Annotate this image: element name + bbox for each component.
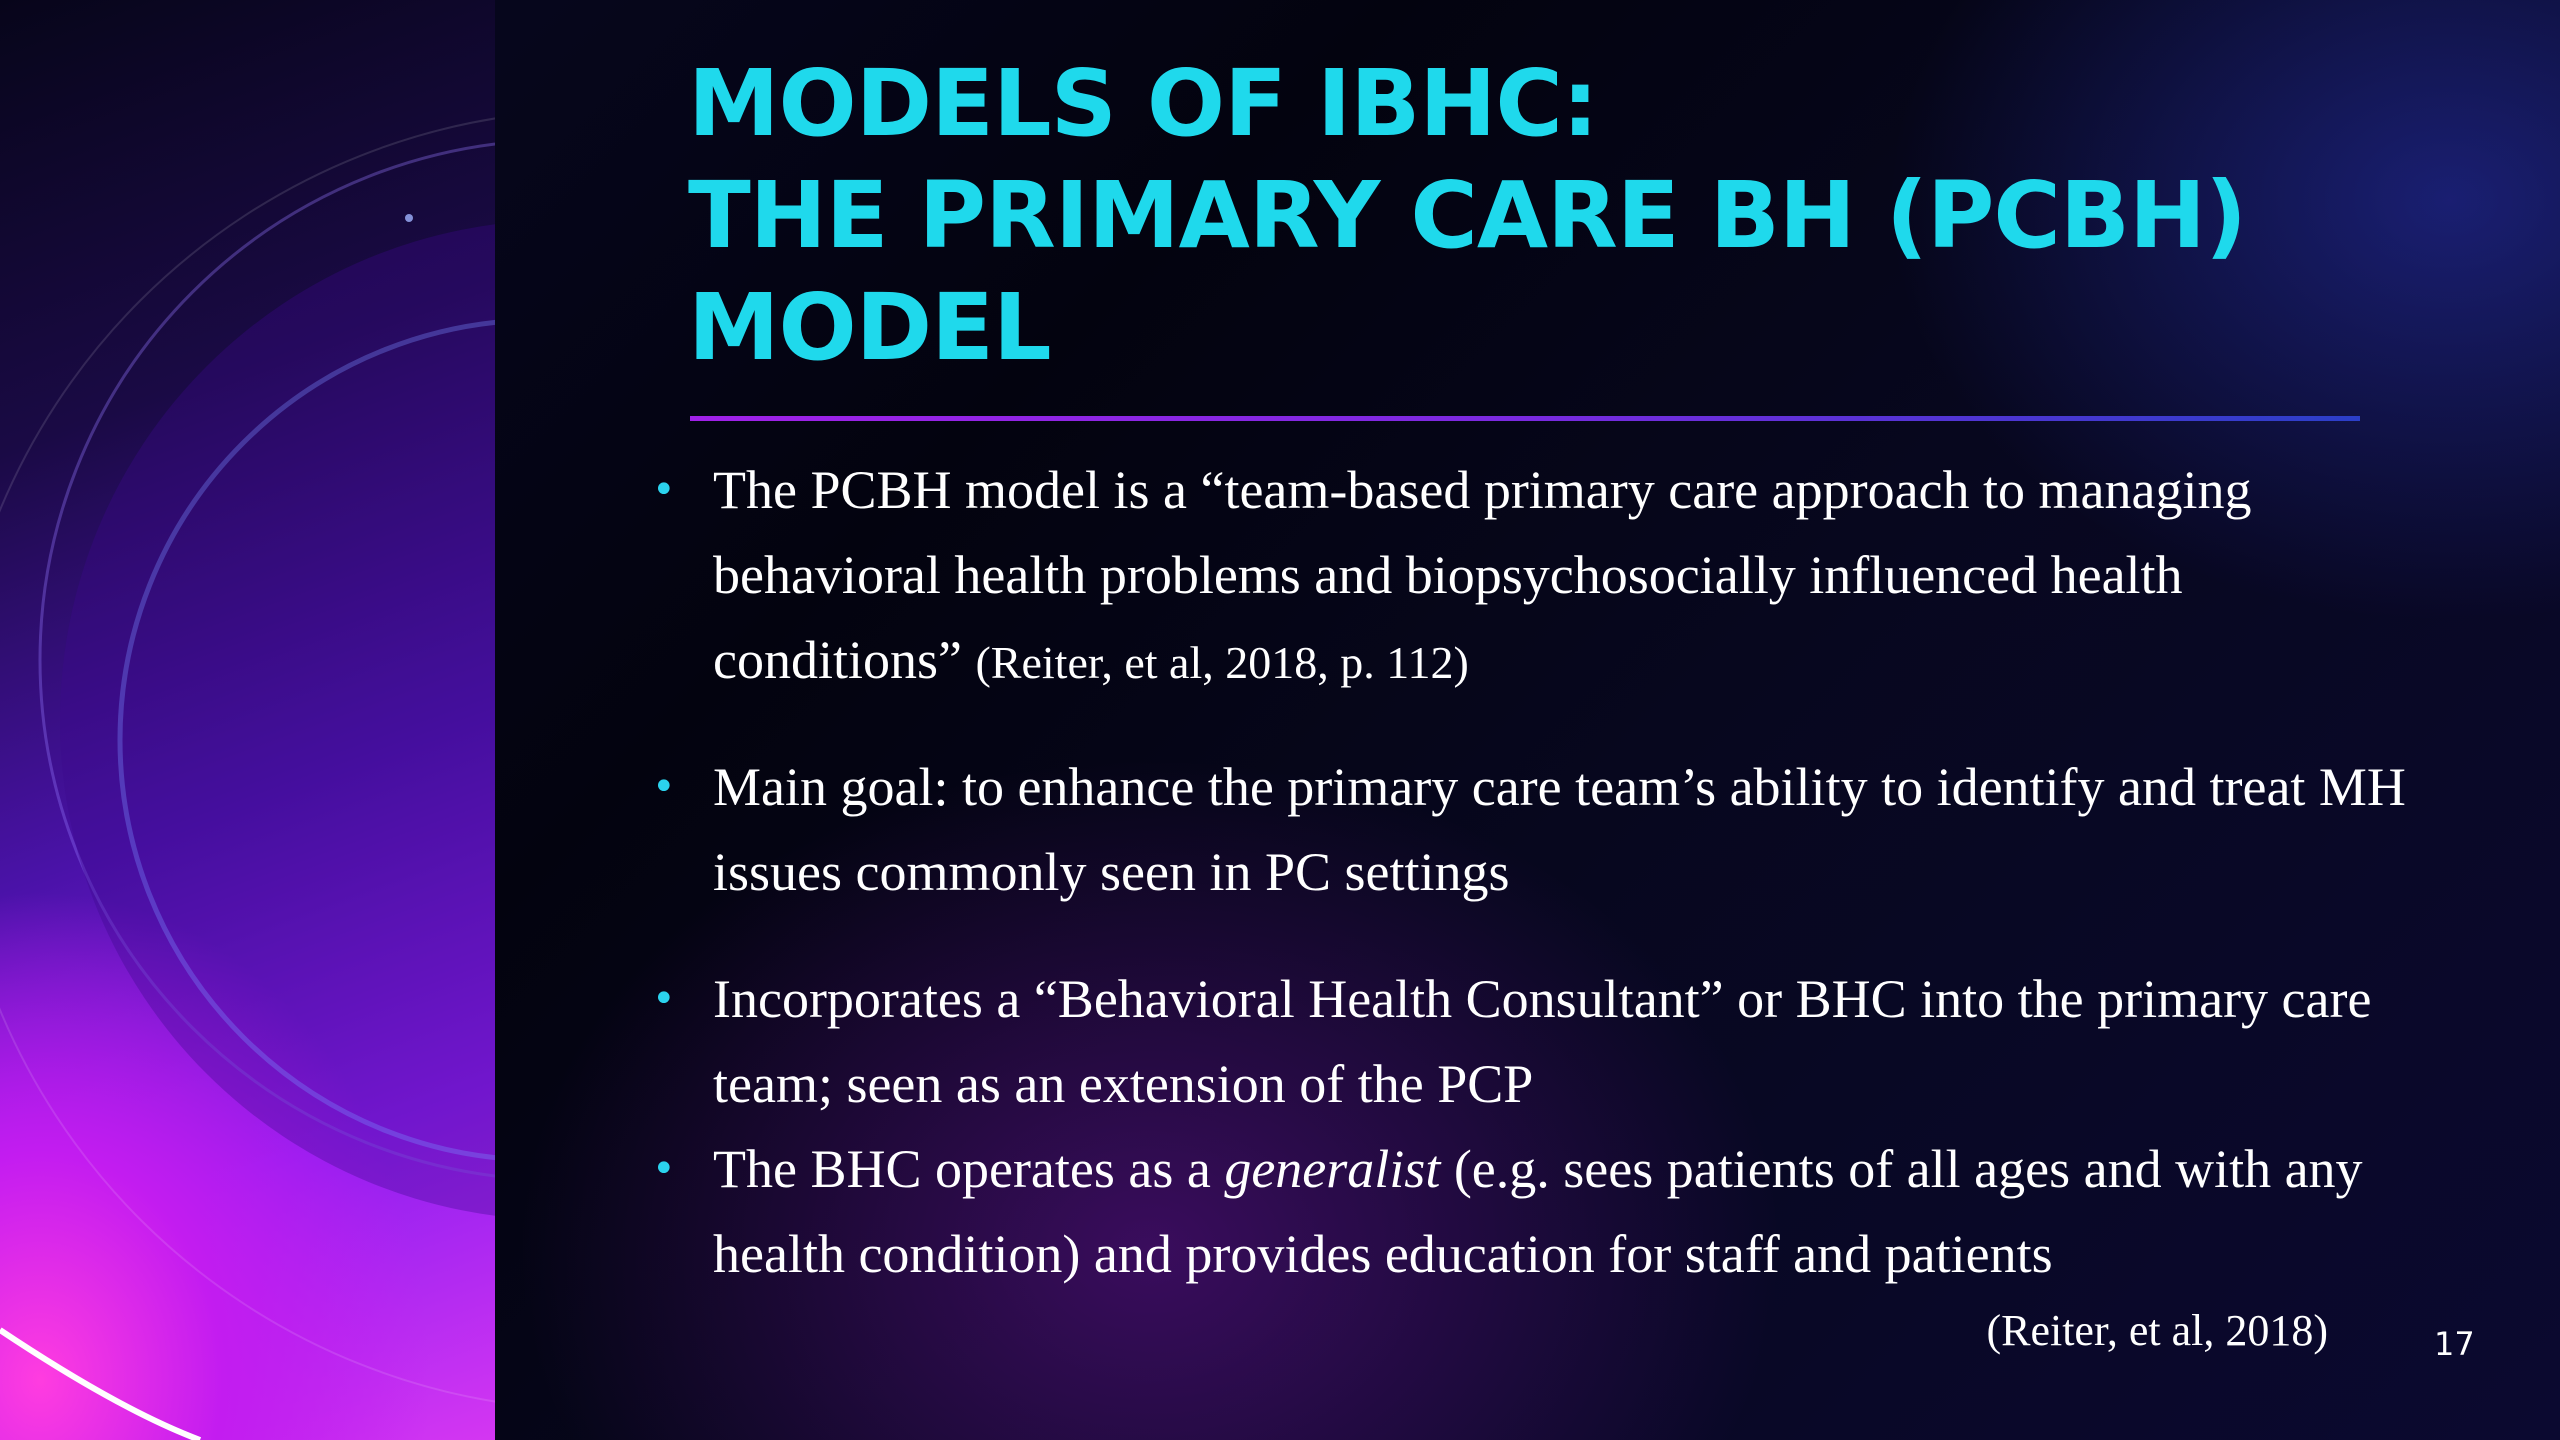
bullet-text: Incorporates a “Behavioral Health Consultant” or BHC into the primary care team; seen as an extension of the PCP: [713, 969, 2372, 1114]
decorative-arcs: [0, 0, 495, 1440]
bullet-text: Main goal: to enhance the primary care team’s ability to identify and treat MH issues commonly seen in PC settings: [713, 757, 2406, 902]
title-divider: [690, 416, 2360, 421]
slide-title: [688, 48, 2388, 384]
bullet-item-4: [650, 1127, 2430, 1297]
title-line-2: THE PRIMARY CARE BH (PCBH): [688, 162, 2247, 269]
bullet-dot: •: [652, 467, 676, 513]
bullet-text-before: The BHC operates as a: [713, 1139, 1225, 1199]
decorative-side-panel: [0, 0, 495, 1440]
bullet-text-after: (e.g. sees patients of all ages and with any health condition) and provides education for staff and patients: [713, 1139, 2363, 1284]
bullet-dot: •: [652, 1146, 676, 1192]
slide-number: 17: [2434, 1325, 2475, 1363]
bullet-item-3: [650, 957, 2430, 1127]
bullet-text: The PCBH model is a “team-based primary care approach to managing behavioral health problems and biopsychosocially influenced health conditions”: [713, 460, 2252, 690]
title-line-1: MODELS OF IBHC:: [688, 50, 1598, 157]
bullet-dot: •: [652, 976, 676, 1022]
bullet-emphasis: generalist: [1224, 1139, 1441, 1199]
footer-citation: (Reiter, et al, 2018): [1986, 1306, 2328, 1355]
title-line-3: MODEL: [688, 274, 1051, 381]
bullet-dot: •: [652, 764, 676, 810]
bullet-list: [650, 448, 2430, 1297]
bullet-item-2: [650, 745, 2430, 915]
inline-citation: (Reiter, et al, 2018, p. 112): [975, 637, 1469, 688]
bullet-item-1: [650, 448, 2430, 705]
